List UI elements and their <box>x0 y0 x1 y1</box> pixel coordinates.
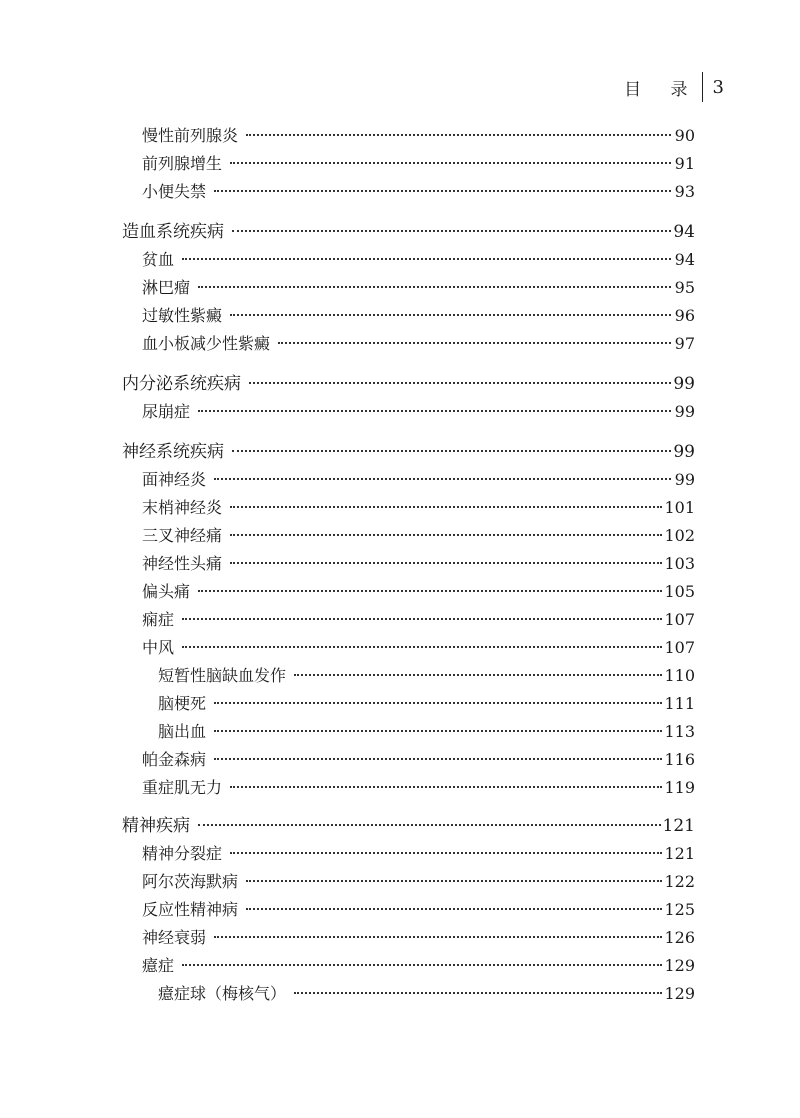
dot-leader <box>230 562 662 564</box>
toc-entry-page: 103 <box>664 554 695 573</box>
toc-entry-page: 107 <box>664 610 695 629</box>
dot-leader <box>230 852 662 854</box>
dot-leader <box>230 786 662 788</box>
dot-leader <box>182 618 662 620</box>
toc-entry-label: 痫症 <box>142 610 175 629</box>
toc-entry[interactable] <box>142 924 695 952</box>
toc-entry-label: 精神疾病 <box>122 816 190 836</box>
dot-leader <box>214 936 662 938</box>
toc-entry[interactable] <box>142 868 695 896</box>
toc-entry[interactable] <box>142 746 695 774</box>
toc-entry[interactable] <box>158 690 695 718</box>
toc-entry[interactable] <box>142 522 695 550</box>
dot-leader <box>294 992 662 994</box>
toc-entry-page: 95 <box>674 278 695 297</box>
dot-leader <box>246 880 662 882</box>
toc-entry-page: 91 <box>674 154 695 173</box>
toc-entry-label: 造血系统疾病 <box>122 222 224 242</box>
toc-entry-label: 神经系统疾病 <box>122 442 224 462</box>
toc-entry-page: 122 <box>664 872 695 891</box>
toc-entry-label: 慢性前列腺炎 <box>142 126 239 145</box>
toc-entry[interactable] <box>158 980 695 1008</box>
dot-leader <box>278 342 671 344</box>
dot-leader <box>182 646 662 648</box>
toc-entry[interactable] <box>142 840 695 868</box>
toc-entry[interactable] <box>142 178 695 206</box>
toc-entry-page: 129 <box>664 956 695 975</box>
toc-entry-page: 93 <box>674 182 695 201</box>
toc-entry[interactable] <box>142 274 695 302</box>
toc-entry[interactable] <box>122 370 695 398</box>
toc-entry-label: 癔症 <box>142 956 175 975</box>
toc-entry[interactable] <box>142 398 695 426</box>
dot-leader <box>198 590 662 592</box>
toc-entry-label: 反应性精神病 <box>142 900 239 919</box>
toc-entry-label: 过敏性紫癜 <box>142 306 223 325</box>
toc-entry-label: 神经性头痛 <box>142 554 223 573</box>
toc-entry-label: 面神经炎 <box>142 470 207 489</box>
toc-entry[interactable] <box>142 302 695 330</box>
dot-leader <box>182 964 662 966</box>
dot-leader <box>198 410 671 412</box>
dot-leader <box>214 758 662 760</box>
toc-entry[interactable] <box>142 246 695 274</box>
toc-entry[interactable] <box>142 466 695 494</box>
dot-leader <box>246 908 662 910</box>
toc-entry-label: 末梢神经炎 <box>142 498 223 517</box>
header-title: 目 录 <box>624 79 700 100</box>
toc-entry-page: 99 <box>673 374 695 394</box>
toc-entry[interactable] <box>142 550 695 578</box>
toc-entry-page: 113 <box>664 722 695 741</box>
toc-entry[interactable] <box>142 952 695 980</box>
dot-leader <box>232 230 671 232</box>
toc-entry-label: 短暂性脑缺血发作 <box>158 666 287 685</box>
toc-entry-page: 121 <box>664 844 695 863</box>
toc-entry-label: 前列腺增生 <box>142 154 223 173</box>
toc-entry[interactable] <box>142 578 695 606</box>
toc-entry-label: 淋巴瘤 <box>142 278 191 297</box>
dot-leader <box>198 286 671 288</box>
toc-entry-label: 小便失禁 <box>142 182 207 201</box>
toc-entry[interactable] <box>122 218 695 246</box>
toc-entry-label: 脑出血 <box>158 722 207 741</box>
toc-entry-label: 帕金森病 <box>142 750 207 769</box>
dot-leader <box>232 450 671 452</box>
dot-leader <box>249 382 671 384</box>
toc-entry-page: 110 <box>664 666 695 685</box>
toc-entry[interactable] <box>142 150 695 178</box>
toc-entry-page: 97 <box>674 334 695 353</box>
toc-entry-page: 119 <box>664 778 695 797</box>
toc-entry-label: 阿尔茨海默病 <box>142 872 239 891</box>
toc-entry-page: 116 <box>664 750 695 769</box>
toc-entry-page: 125 <box>664 900 695 919</box>
toc-entry-page: 126 <box>664 928 695 947</box>
toc-entry-label: 血小板减少性紫癜 <box>142 334 271 353</box>
dot-leader <box>214 478 671 480</box>
toc-entry-page: 90 <box>674 126 695 145</box>
dot-leader <box>182 258 671 260</box>
dot-leader <box>214 190 671 192</box>
toc-entry[interactable] <box>122 438 695 466</box>
toc-entry[interactable] <box>142 634 695 662</box>
toc-entry[interactable] <box>142 330 695 358</box>
toc-entry[interactable] <box>122 812 695 840</box>
dot-leader <box>294 674 662 676</box>
toc-entry-label: 内分泌系统疾病 <box>122 374 241 394</box>
toc-entry-label: 脑梗死 <box>158 694 207 713</box>
toc-entry[interactable] <box>142 896 695 924</box>
toc-entry-label: 尿崩症 <box>142 402 191 421</box>
dot-leader <box>230 534 662 536</box>
toc-entry-page: 129 <box>664 984 695 1003</box>
toc-entry-label: 重症肌无力 <box>142 778 223 797</box>
dot-leader <box>246 134 671 136</box>
dot-leader <box>230 314 671 316</box>
toc-entry-label: 偏头痛 <box>142 582 191 601</box>
toc-entry[interactable] <box>158 718 695 746</box>
toc-entry-page: 105 <box>664 582 695 601</box>
toc-entry-page: 121 <box>662 816 695 836</box>
toc-entry[interactable] <box>142 494 695 522</box>
dot-leader <box>230 506 662 508</box>
page-header <box>624 74 724 100</box>
toc-entry-label: 神经衰弱 <box>142 928 207 947</box>
dot-leader <box>230 162 671 164</box>
toc-entry-page: 99 <box>674 402 695 421</box>
toc-entry-page: 96 <box>674 306 695 325</box>
dot-leader <box>198 824 661 826</box>
toc-entry-page: 94 <box>674 250 695 269</box>
toc-entry-page: 102 <box>664 526 695 545</box>
header-divider <box>702 72 703 102</box>
page-number: 3 <box>712 76 724 98</box>
toc-entry-label: 精神分裂症 <box>142 844 223 863</box>
toc-entry-page: 107 <box>664 638 695 657</box>
toc-entry-page: 101 <box>664 498 695 517</box>
toc-entry-page: 99 <box>673 442 695 462</box>
toc-entry-page: 94 <box>673 222 695 242</box>
toc-entry[interactable] <box>158 662 695 690</box>
toc-entry-label: 癔症球（梅核气） <box>158 984 287 1003</box>
toc-entry-page: 111 <box>664 694 695 713</box>
toc-entry-page: 99 <box>674 470 695 489</box>
toc-entry[interactable] <box>142 606 695 634</box>
toc-entry[interactable] <box>142 122 695 150</box>
toc-entry[interactable] <box>142 774 695 802</box>
toc-entry-label: 中风 <box>142 638 175 657</box>
toc-entry-label: 贫血 <box>142 250 175 269</box>
dot-leader <box>214 730 662 732</box>
toc-entry-label: 三叉神经痛 <box>142 526 223 545</box>
dot-leader <box>214 702 662 704</box>
